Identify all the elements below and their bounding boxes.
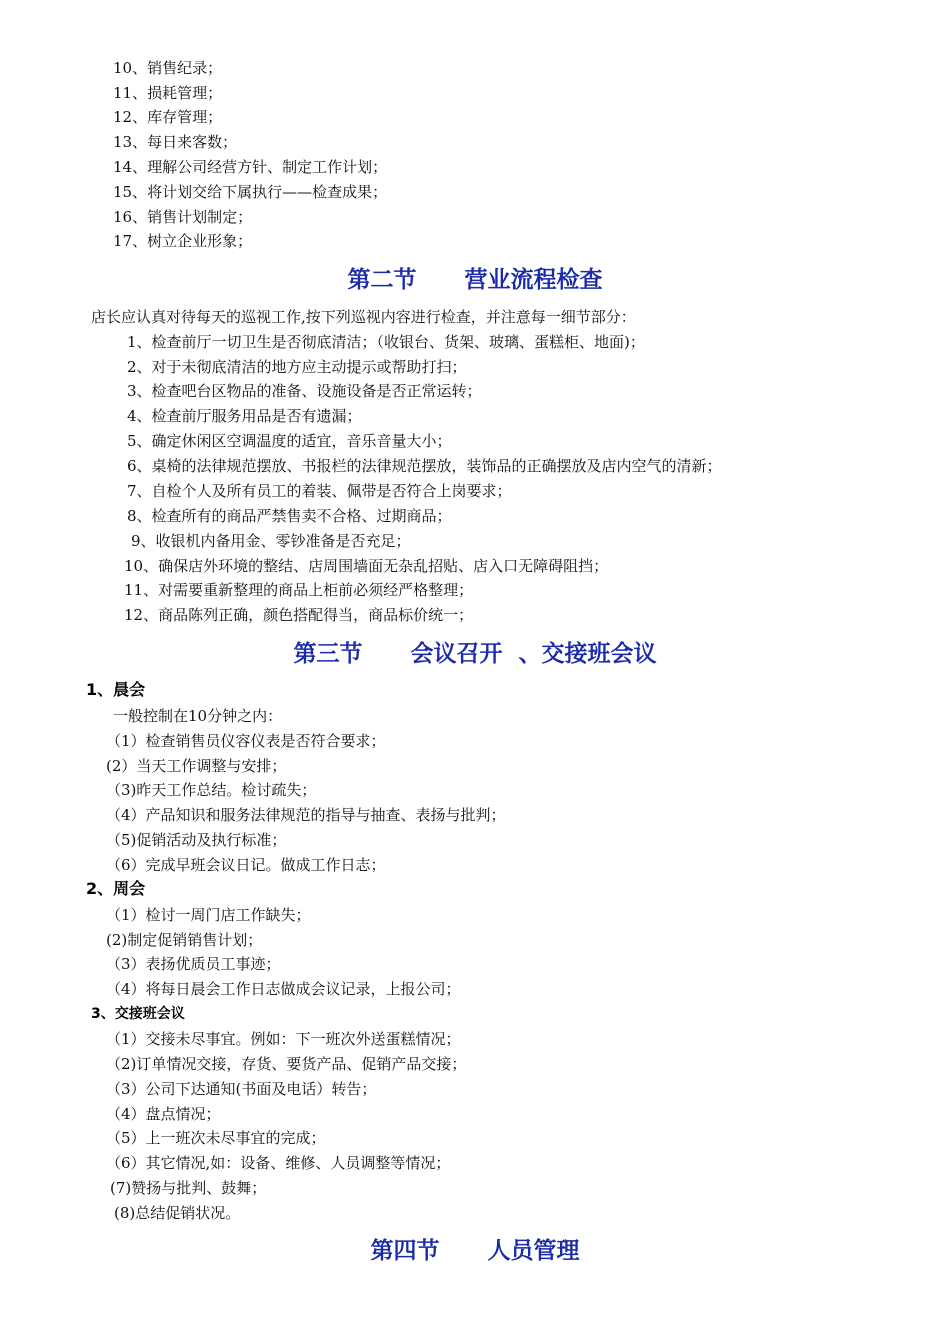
list-item: 10、销售纪录；: [113, 59, 223, 77]
list-item: 8、检查所有的商品严禁售卖不合格、过期商品；: [127, 507, 452, 525]
list-item: (2)制定促销销售计划；: [106, 931, 263, 949]
list-item: （3）公司下达通知(书面及电话）转告；: [106, 1080, 377, 1098]
list-item: 6、桌椅的法律规范摆放、书报栏的法律规范摆放，装饰品的正确摆放及店内空气的清新；: [127, 457, 722, 475]
list-item: （6）其它情况,如：设备、维修、人员调整等情况；: [106, 1154, 451, 1172]
list-item: 9、收银机内备用金、零钞准备是否充足；: [131, 532, 411, 550]
subsection-heading: 2、周会: [86, 879, 146, 898]
list-item: (8)总结促销状况。: [114, 1204, 241, 1222]
list-item: 4、检查前厅服务用品是否有遗漏；: [127, 407, 362, 425]
list-item: 17、树立企业形象；: [113, 232, 253, 250]
list-item: 15、将计划交给下属执行——检查成果；: [113, 183, 388, 201]
subsection-heading: 3、交接班会议: [91, 1006, 185, 1022]
list-item: 10、确保店外环境的整结、店周围墙面无杂乱招贴、店入口无障碍阻挡；: [124, 557, 609, 575]
list-item: 16、销售计划制定；: [113, 208, 253, 226]
section-title: 第四节 人员管理: [370, 1238, 580, 1264]
section-intro: 店长应认真对待每天的巡视工作,按下列巡视内容进行检查，并注意每一细节部分：: [91, 308, 636, 326]
list-item: （4）盘点情况；: [106, 1105, 221, 1123]
list-item: (7)赞扬与批判、鼓舞；: [110, 1179, 267, 1197]
list-item: （4）产品知识和服务法律规范的指导与抽查、表扬与批判；: [106, 806, 506, 824]
section-title: 第二节 营业流程检查: [347, 267, 603, 293]
list-item: （6）完成早班会议日记。做成工作日志；: [106, 856, 386, 874]
list-item: 7、自检个人及所有员工的着装、佩带是否符合上岗要求；: [127, 482, 512, 500]
list-item: 12、商品陈列正确，颜色搭配得当，商品标价统一；: [124, 606, 474, 624]
list-item: （1）交接未尽事宜。例如：下一班次外送蛋糕情况；: [106, 1030, 461, 1048]
list-item: （3）表扬优质员工事迹；: [106, 955, 281, 973]
list-item: （5)促销活动及执行标准；: [106, 831, 287, 849]
subsection-heading: 1、晨会: [86, 680, 146, 699]
list-item: 14、理解公司经营方针、制定工作计划；: [113, 158, 388, 176]
list-item: 11、损耗管理；: [113, 84, 223, 102]
list-item: （1）检查销售员仪容仪表是否符合要求；: [106, 732, 386, 750]
list-item: 13、每日来客数；: [113, 133, 238, 151]
subsection-intro: 一般控制在10分钟之内：: [113, 707, 283, 725]
list-item: 12、库存管理；: [113, 108, 223, 126]
list-item: 2、对于未彻底清洁的地方应主动提示或帮助打扫；: [127, 358, 467, 376]
list-item: （2)订单情况交接，存货、要货产品、促销产品交接；: [106, 1055, 467, 1073]
list-item: （4）将每日晨会工作日志做成会议记录，上报公司；: [106, 980, 461, 998]
list-item: 5、确定休闲区空调温度的适宜，音乐音量大小；: [127, 432, 452, 450]
list-item: （1）检讨一周门店工作缺失；: [106, 906, 311, 924]
section-title: 第三节 会议召开 、交接班会议: [293, 641, 657, 667]
list-item: （3)昨天工作总结。检讨疏失；: [106, 781, 317, 799]
list-item: 1、检查前厅一切卫生是否彻底清洁；（收银台、货架、玻璃、蛋糕柜、地面)；: [127, 333, 645, 351]
list-item: 11、对需要重新整理的商品上柜前必须经严格整理；: [124, 581, 474, 599]
list-item: （5）上一班次未尽事宜的完成；: [106, 1129, 326, 1147]
list-item: (2）当天工作调整与安排；: [106, 757, 287, 775]
list-item: 3、检查吧台区物品的准备、设施设备是否正常运转；: [127, 382, 482, 400]
